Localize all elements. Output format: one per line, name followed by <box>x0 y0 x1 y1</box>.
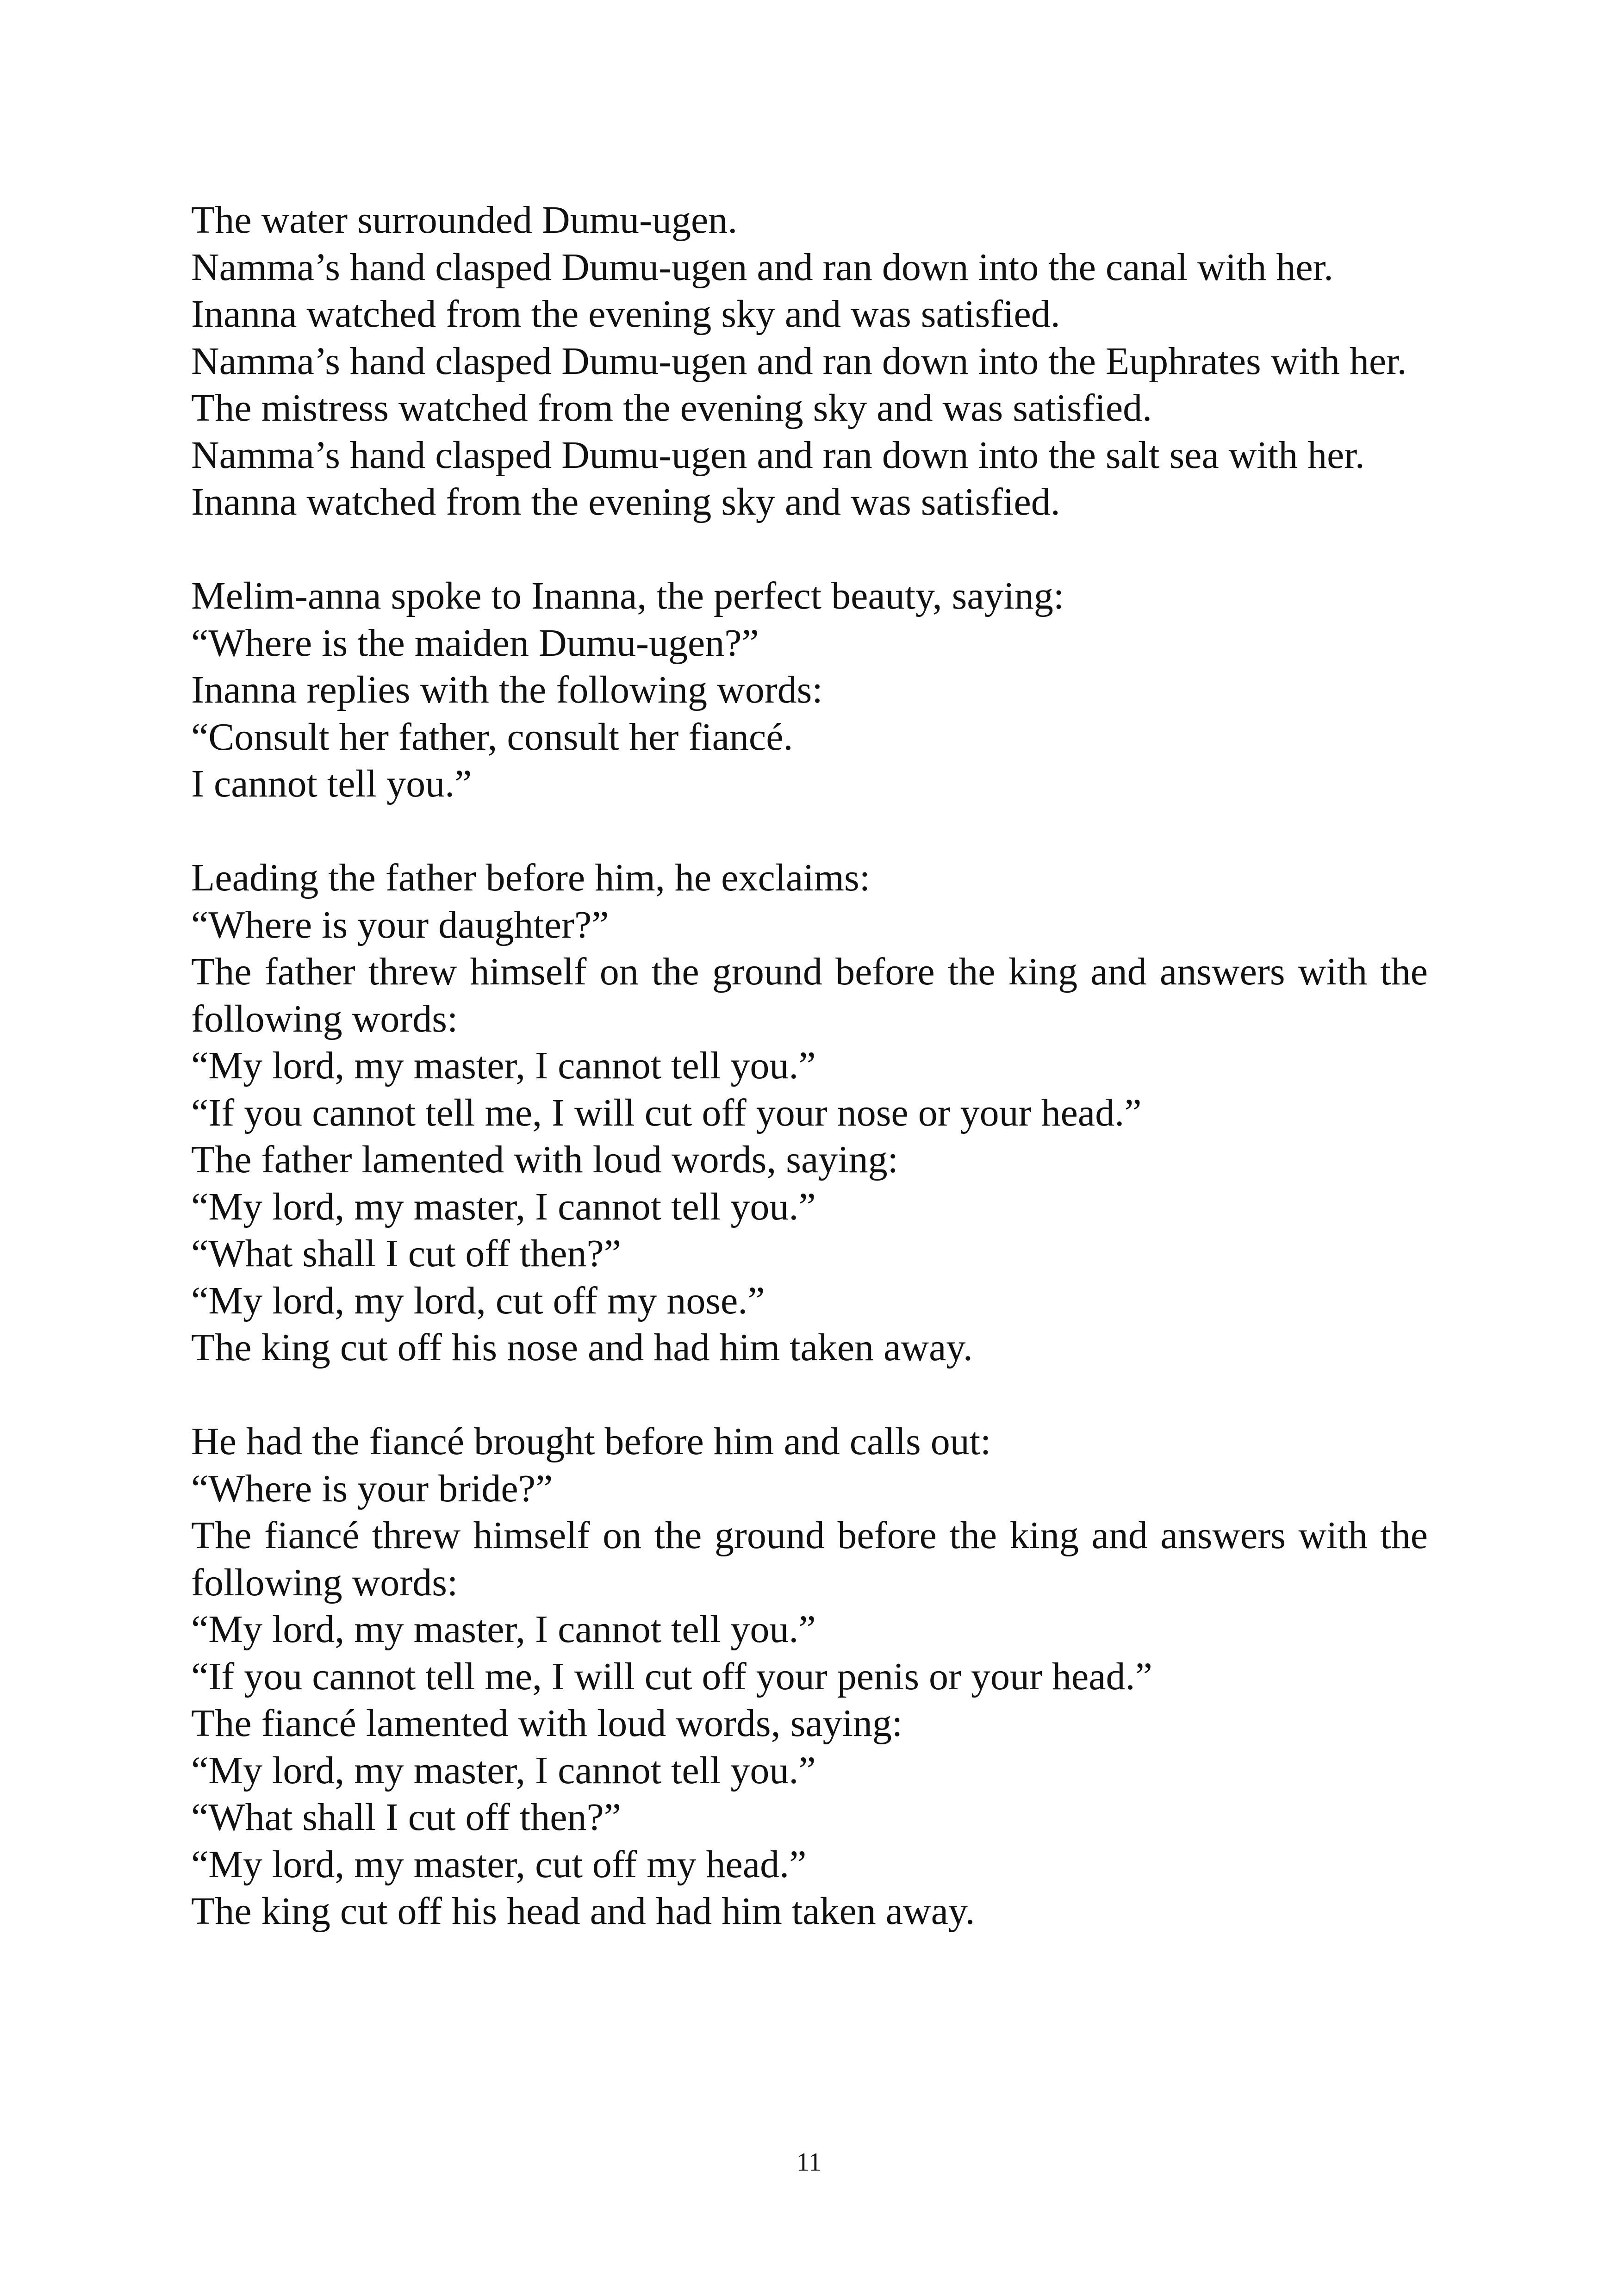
stanza <box>191 572 1428 808</box>
page-number: 11 <box>797 2148 821 2177</box>
stanza <box>191 854 1428 1371</box>
text-line: The water surrounded Dumu-ugen. <box>191 199 738 242</box>
text-line: “What shall I cut off then?” <box>191 1796 622 1839</box>
text-line: “My lord, my lord, cut off my nose.” <box>191 1279 765 1322</box>
text-line: Namma’s hand clasped Dumu-ugen and ran down into the salt sea with her. <box>191 433 1365 477</box>
text-line: “Where is your bride?” <box>191 1467 553 1510</box>
text-line: Inanna replies with the following words: <box>191 668 823 711</box>
body-text <box>191 197 1428 1935</box>
stanza <box>191 1418 1428 1935</box>
text-line: The father threw himself on the ground before the king and answers with the following words: <box>191 950 1428 1040</box>
text-line: “What shall I cut off then?” <box>191 1232 622 1275</box>
text-line: “My lord, my master, cut off my head.” <box>191 1842 807 1886</box>
text-line: Melim-anna spoke to Inanna, the perfect beauty, saying: <box>191 574 1064 617</box>
text-line: The fiancé threw himself on the ground before the king and answers with the following words: <box>191 1514 1428 1604</box>
text-line: “Where is your daughter?” <box>191 903 609 946</box>
text-line: He had the fiancé brought before him and calls out: <box>191 1420 991 1463</box>
text-line: The fiancé lamented with loud words, saying: <box>191 1702 903 1745</box>
text-line: I cannot tell you.” <box>191 762 472 805</box>
text-line: “If you cannot tell me, I will cut off your penis or your head.” <box>191 1655 1152 1698</box>
text-line: “Where is the maiden Dumu-ugen?” <box>191 621 759 665</box>
text-line: “My lord, my master, I cannot tell you.” <box>191 1608 816 1651</box>
text-line: “If you cannot tell me, I will cut off your nose or your head.” <box>191 1091 1142 1134</box>
text-line: The king cut off his nose and had him taken away. <box>191 1326 973 1369</box>
text-line: Namma’s hand clasped Dumu-ugen and ran down into the Euphrates with her. <box>191 339 1407 383</box>
text-line: The father lamented with loud words, saying: <box>191 1138 898 1181</box>
stanza <box>191 197 1428 526</box>
text-line: The king cut off his head and had him taken away. <box>191 1890 975 1933</box>
text-line: “Consult her father, consult her fiancé. <box>191 715 793 759</box>
text-line: Namma’s hand clasped Dumu-ugen and ran down into the canal with her. <box>191 245 1333 289</box>
text-line: “My lord, my master, I cannot tell you.” <box>191 1185 816 1228</box>
text-line: “My lord, my master, I cannot tell you.” <box>191 1748 816 1792</box>
text-line: “My lord, my master, I cannot tell you.” <box>191 1044 816 1087</box>
text-line: Inanna watched from the evening sky and was satisfied. <box>191 292 1060 336</box>
text-line: The mistress watched from the evening sky and was satisfied. <box>191 386 1152 429</box>
text-line: Inanna watched from the evening sky and was satisfied. <box>191 480 1060 523</box>
text-line: Leading the father before him, he exclaims: <box>191 856 871 899</box>
